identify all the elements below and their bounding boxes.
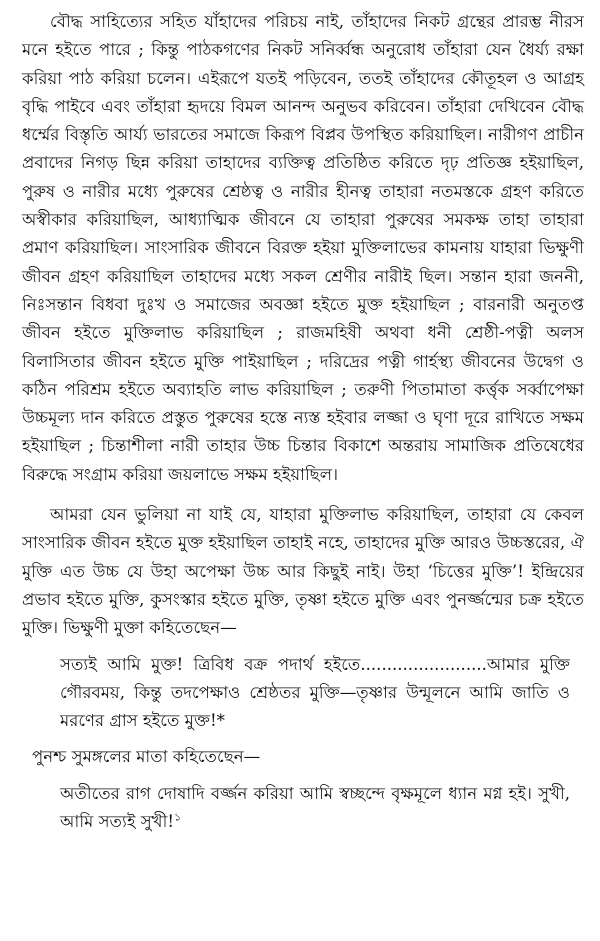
body-paragraph: আমরা যেন ভুলিয়া না যাই যে, যাহারা মুক্তিলাভ করিয়াছিল, তাহারা যে কেবল সাংসারিক জীবন হইতে মুক্ত হইয়াছিল তাহাই নহে, তাহাদের মুক্তি আরও উচ্চস্তরের, ঐ মুক্তি এত উচ্চ যে উহা অপেক্ষা উচ্চ আর কিছুই নাই। উহা ‘চিত্তের মুক্তি’! ইন্দ্রিয়ের প্রভাব হইতে মুক্তি, কুসংস্কার হইতে মুক্তি, তৃষ্ণা হইতে মুক্তি এবং পুনর্জ্জন্মের চক্র হইতে মুক্তি। ভিক্ষুণী মুক্তা কহিতেছেন— (22, 505, 584, 638)
footnote-marker: ১ (174, 810, 182, 824)
body-paragraph: বৌদ্ধ সাহিত্যের সহিত যাঁহাদের পরিচয় নাই, তাঁহাদের নিকট গ্রন্থের প্রারম্ভ নীরস মনে হইতে পারে ; কিন্তু পাঠকগণের নিকট সনির্ব্বন্ধ অনুরোধ তাঁহারা যেন ধৈর্য্য রক্ষা করিয়া পাঠ করিয়া চলেন। এইরূপে যতই পড়িবেন, ততই তাঁহাদের কৌতূহল ও আগ্রহ বৃদ্ধি পাইবে এবং তাঁহারা হৃদয়ে বিমল আনন্দ অনুভব করিবেন। তাঁহারা দেখিবেন বৌদ্ধ ধর্ম্মের বিস্তৃতি আর্য্য ভারতের সমাজে কিরূপ বিপ্লব উপস্থিত করিয়াছিল। নারীগণ প্রাচীন প্রবাদের নিগড় ছিন্ন করিয়া তাহাদের ব্যক্তিত্ব প্রতিষ্ঠিত করিতে দৃঢ় প্রতিজ্ঞ হইয়াছিল, পুরুষ ও নারীর মধ্যে পুরুষের শ্রেষ্ঠত্ব ও নারীর হীনত্ব তাহারা নতমস্তকে গ্রহণ করিতে অস্বীকার করিয়াছিল, আধ্যাত্মিক জীবনে যে তাহারা পুরুষের সমকক্ষ তাহা তাহারা প্রমাণ করিয়াছিল। সাংসারিক জীবনে বিরক্ত হইয়া মুক্তিলাভের কামনায় যাহারা ভিক্ষুণী জীবন গ্রহণ করিয়াছিল তাহাদের মধ্যে সকল শ্রেণীর নারীই ছিল। সন্তান হারা জননী, নিঃসন্তান বিধবা দুঃখ ও সমাজের অবজ্ঞা হইতে মুক্ত হইয়াছিল ; বারনারী অনুতপ্ত জীবন হইতে মুক্তিলাভ করিয়াছিল ; রাজমহিষী অথবা ধনী শ্রেষ্ঠী-পত্নী অলস বিলাসিতার জীবন হইতে মুক্তি পাইয়াছিল ; দরিদ্রের পত্নী গার্হস্থ্য জীবনের উদ্বেগ ও কঠিন পরিশ্রম হইতে অব্যাহতি লাভ করিয়াছিল ; তরুণী পিতামাতা কর্ত্তৃক সর্ব্বাপেক্ষা উচ্চমূল্য দান করিতে প্রস্তুত পুরুষের হস্তে ন্যস্ত হইবার লজ্জা ও ঘৃণা দূরে রাখিতে সক্ষম হইয়াছিল ; চিন্তাশীলা নারী তাহার উচ্চ চিন্তার বিকাশে অন্তরায় সামাজিক প্রতিষেধের বিরুদ্ধে সংগ্রাম করিয়া জয়লাভে সক্ষম হইয়াছিল। (22, 12, 584, 484)
document-page (22, 8, 584, 836)
quote-text: অতীতের রাগ দোষাদি বর্জ্জন করিয়া আমি স্বচ্ছন্দে বৃক্ষমূলে ধ্যান মগ্ন হই। সুখী, আমি সত্যই সুখী! (60, 783, 570, 832)
block-quote: সত্যই আমি মুক্ত! ত্রিবিধ বক্র পদার্থ হইতে........................আমার মুক্তি গৌরবময়, কিন্তু তদপেক্ষাও শ্রেষ্ঠতর মুক্তি—তৃষ্ণার উন্মূলনে আমি জাতি ও মরণের গ্রাস হইতে মুক্ত!* (60, 654, 570, 731)
block-quote (22, 780, 584, 837)
quote-intro: পুনশ্চ সুমঙ্গলের মাতা কহিতেছেন— (32, 747, 261, 767)
